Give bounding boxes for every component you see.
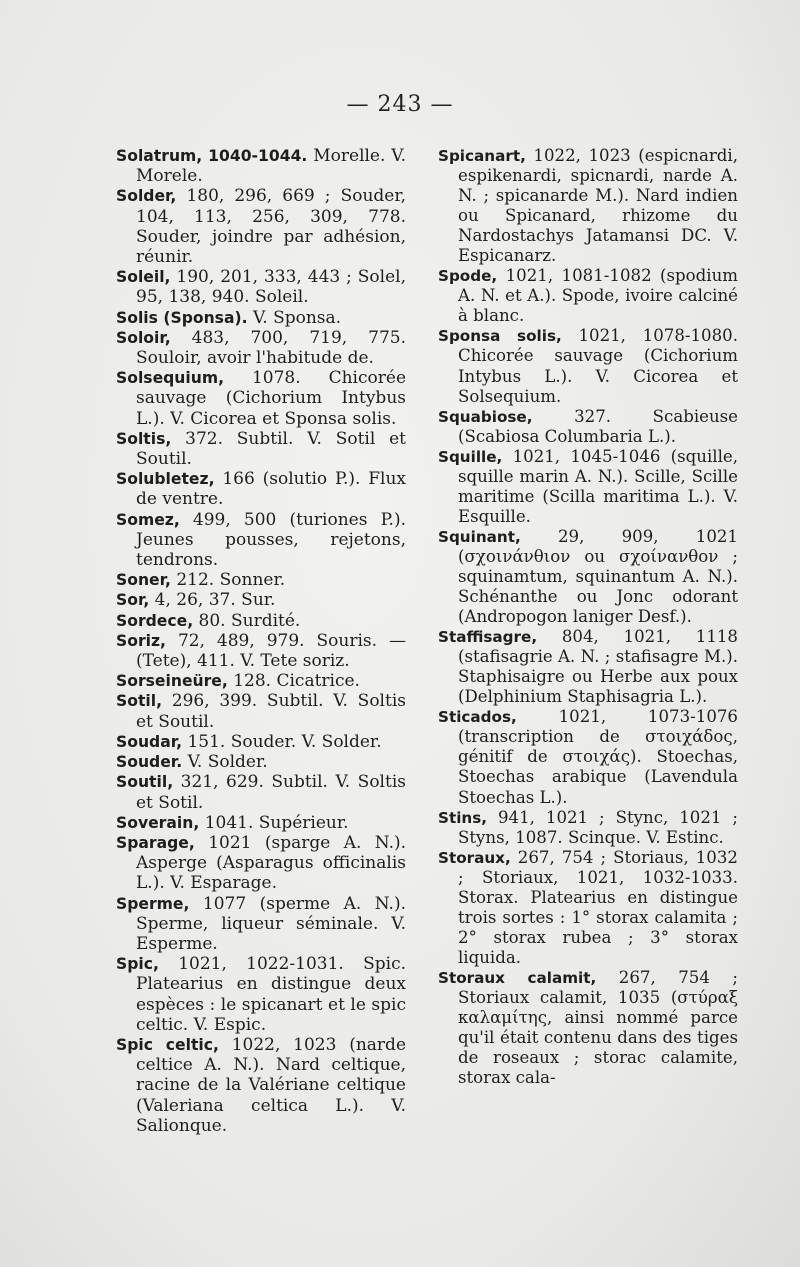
entry-headword: Sticados, [438,708,517,727]
entry-text: 372. Subtil. V. Sotil et Soutil. [136,428,407,470]
right-column [438,146,738,1088]
entry-text: 267, 754 ; Storiaus, 1032 ; Storiaux, 1021, 1032-1033. Storax. Platearius en distingue trois sortes : 1° storax calamita ; 2° storax rubea ; 3° storax liquida. [458,847,738,967]
entry-text: 1078. Chicorée sauvage (Cichorium Intybus L.). V. Cicorea et Sponsa solis. [136,368,406,429]
glossary-entry [116,570,406,590]
glossary-entry [438,848,738,968]
entry-text: 804, 1021, 1118 (stafisagrie A. N. ; stafisagre M.). Staphisaigre ou Herbe aux poux (Delphinium Staphisagria L.). [458,627,738,707]
entry-headword: Soutil, [116,773,174,792]
glossary-entry [116,368,406,429]
glossary-entry [438,707,738,807]
entry-text: 151. Souder. V. Solder. [187,731,382,752]
glossary-entry [116,1035,406,1136]
entry-headword: Sparage, [116,833,195,852]
left-column [116,146,406,1136]
entry-text: V. Sponsa. [252,307,342,328]
glossary-entry [116,267,406,307]
entry-text: 212. Sonner. [176,570,286,591]
entry-headword: Solubletez, [116,470,215,489]
glossary-entry [438,146,738,266]
entry-text: 1022, 1023 (espicnardi, espikenardi, spicnardi, narde A. N. ; spicanarde M.). Nard indien ou Spicanard, rhizome du Nardostachys Jatamansi DC. V. Espicanarz. [458,146,738,266]
entry-headword: Squinant, [438,527,521,546]
entry-text: 29, 909, 1021 (σχοινάνθιον ou σχοίνανθον ; squinamtum, squinantum A. N.). Schénanthe ou Jonc odorant (Andropogon laniger Desf.). [458,526,738,627]
glossary-entry [116,308,406,328]
entry-headword: Sor, [116,591,150,610]
entry-headword: Staffisagre, [438,628,538,647]
glossary-entry [116,772,406,812]
entry-text: 499, 500 (turiones P.). Jeunes pousses, rejetons, tendrons. [136,509,407,571]
entry-headword: Souder. [116,753,183,772]
glossary-entry [438,326,738,406]
entry-headword: Spic celtic, [116,1035,219,1054]
glossary-entry [438,407,738,447]
entry-headword: Soner, [116,571,171,590]
entry-headword: Storaux, [438,848,511,867]
entry-headword: Sotil, [116,692,163,711]
page-number: — 243 — [346,92,454,117]
entry-headword: Solsequium, [116,369,225,388]
glossary-entry [116,469,406,509]
entry-text: 1021, 1022-1031. Spic. Platearius en distingue deux espèces : le spicanart et le spic celtic. V. Espic. [136,954,407,1035]
glossary-entry [438,808,738,848]
entry-text: 1077 (sperme A. N.). Sperme, liqueur séminale. V. Esperme. [136,893,406,954]
glossary-entry [116,146,406,186]
glossary-entry [116,631,406,671]
entry-headword: Soriz, [116,631,166,650]
glossary-entry [116,510,406,571]
glossary-entry [116,590,406,610]
entry-headword: Sponsa solis, [438,327,562,346]
entry-text: 80. Surdité. [198,610,301,631]
entry-text: V. Solder. [187,752,268,773]
entry-headword: Sordece, [116,611,194,630]
glossary-entry [116,671,406,691]
entry-headword: Soloir, [116,328,171,347]
entry-text: 72, 489, 979. Souris. — (Tete), 411. V. Tete soriz. [136,630,406,672]
entry-headword: Storaux calamit, [438,968,597,987]
entry-headword: Solatrum, 1040-1044. [116,147,308,165]
glossary-entry [116,813,406,833]
entry-headword: Spicanart, [438,147,526,165]
entry-text: 321, 629. Subtil. V. Soltis et Sotil. [136,772,406,813]
entry-text: 267, 754 ; Storiaux calamit, 1035 (στύραξ καλαμίτης, ainsi nommé parce qu'il était contenu dans des tiges de roseaux ; storac calamite, storax cala- [458,967,738,1088]
glossary-entry [116,833,406,894]
entry-headword: Soleil, [116,268,171,287]
entry-text: 128. Cicatrice. [233,671,360,692]
glossary-entry [116,752,406,772]
entry-text: 1021, 1078-1080. Chicorée sauvage (Cichorium Intybus L.). V. Cicorea et Solsequium. [458,326,738,406]
glossary-entry [116,429,406,469]
glossary-entry [116,894,406,955]
glossary-entry [438,627,738,707]
entry-text: 4, 26, 37. Sur. [154,590,276,611]
entry-text: 327. Scabieuse (Scabiosa Columbaria L.). [458,406,738,446]
glossary-entry [438,447,738,527]
entry-text: 190, 201, 333, 443 ; Solel, 95, 138, 940. Soleil. [136,267,407,308]
entry-text: 483, 700, 719, 775. Souloir, avoir l'habitude de. [136,327,406,369]
entry-headword: Soltis, [116,429,172,448]
entry-headword: Solder, [116,187,177,206]
entry-headword: Somez, [116,510,180,529]
entry-headword: Stins, [438,808,488,827]
entry-text: 1021, 1081-1082 (spodium A. N. et A.). Spode, ivoire calciné à blanc. [458,266,739,326]
entry-headword: Spic, [116,955,159,974]
entry-text: 1041. Supérieur. [204,812,349,833]
entry-headword: Sorseineüre, [116,672,228,691]
glossary-entry [116,328,406,368]
entry-text: 1021 (sparge A. N.). Asperge (Asparagus officinalis L.). V. Esparage. [136,832,407,894]
glossary-entry [116,732,406,752]
entry-text: 1022, 1023 (narde celtice A. N.). Nard celtique, racine de la Valériane celtique (Valeriana celtica L.). V. Salionque. [136,1034,407,1136]
entry-headword: Squille, [438,447,503,466]
glossary-entry [116,611,406,631]
entry-headword: Squabiose, [438,407,533,426]
glossary-entry [438,968,738,1088]
entry-text: 296, 399. Subtil. V. Soltis et Soutil. [136,691,406,732]
glossary-entry [438,266,738,326]
glossary-entry [116,691,406,731]
entry-headword: Sperme, [116,894,190,913]
entry-text: 1021, 1073-1076 (transcription de στοιχάδος, génitif de στοιχάς). Stoechas, Stoechas arabique (Lavendula Stoechas L.). [458,707,738,807]
entry-headword: Soverain, [116,813,200,832]
glossary-entry [438,527,738,627]
entry-text: 180, 296, 669 ; Souder, 104, 113, 256, 309, 778. Souder, joindre par adhésion, réunir. [136,186,407,268]
entry-headword: Soudar, [116,732,183,751]
entry-text: 941, 1021 ; Stync, 1021 ; Styns, 1087. Scinque. V. Estinc. [458,807,738,847]
entry-headword: Solis (Sponsa). [116,308,248,327]
entry-text: Morelle. V. Morele. [136,146,406,187]
glossary-entry [116,186,406,267]
entry-text: 166 (solutio P.). Flux de ventre. [136,469,407,510]
entry-headword: Spode, [438,267,498,286]
entry-text: 1021, 1045-1046 (squille, squille marin A. N.). Scille, Scille maritime (Scilla maritima L.). V. Esquille. [458,446,738,526]
glossary-entry [116,954,406,1035]
